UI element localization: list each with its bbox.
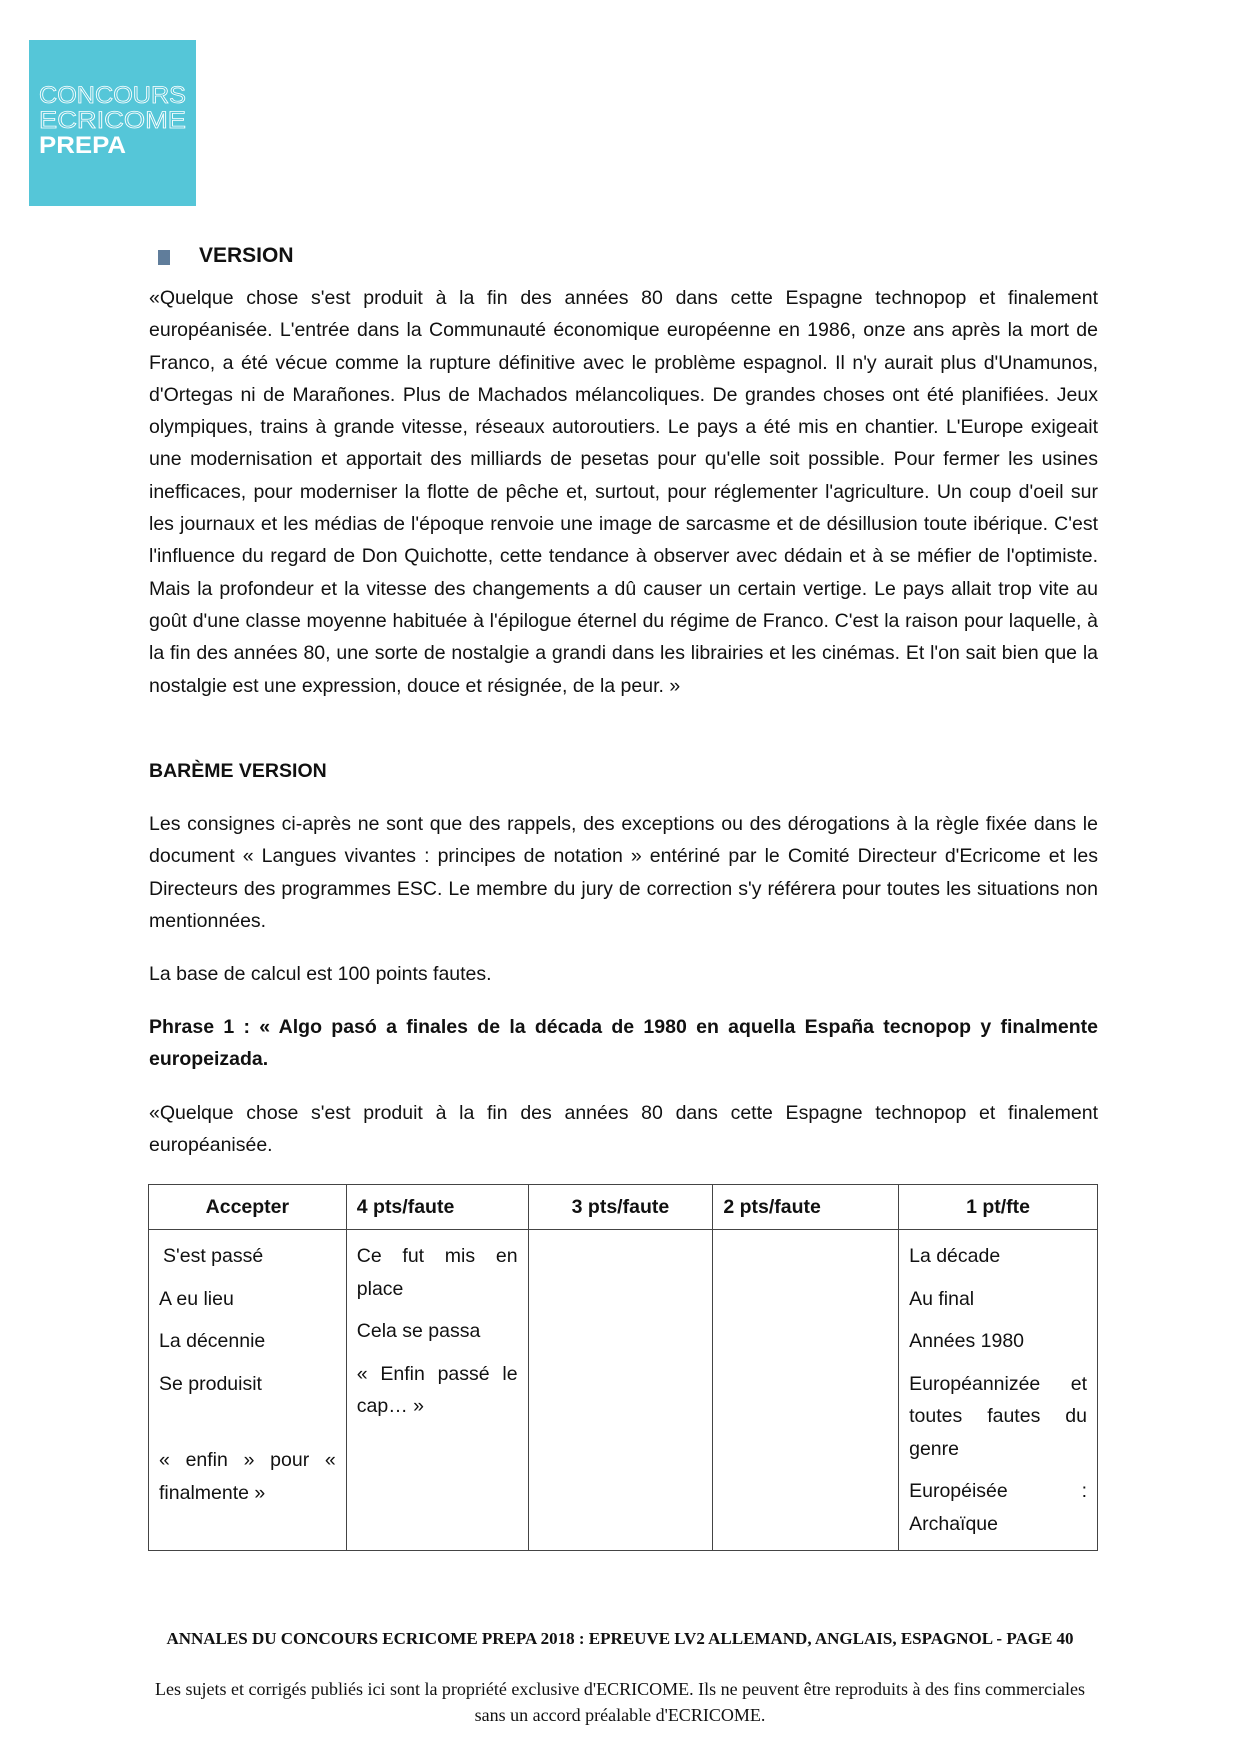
cell-4pts bbox=[346, 1230, 528, 1551]
table-item: La décade bbox=[909, 1245, 1001, 1267]
ecricome-logo bbox=[29, 40, 196, 206]
phrase1-french: «Quelque chose s'est produit à la fin des années 80 dans cette Espagne technopop et finalement européanisée. bbox=[149, 1102, 1098, 1157]
table-item: Européannizée et toutes fautes du genre bbox=[909, 1372, 1087, 1460]
footer-notice: Les sujets et corrigés publiés ici sont la propriété exclusive d'ECRICOME. Ils ne peuvent être reproduits à des fins commerciales sans un accord préalable d'ECRICOME. bbox=[155, 1679, 1085, 1725]
svg-text:CONCOURS: CONCOURS bbox=[39, 82, 186, 109]
footer-title: ANNALES DU CONCOURS ECRICOME PREPA 2018 : EPREUVE LV2 ALLEMAND, ANGLAIS, ESPAGNOL - PAGE 40 bbox=[166, 1629, 1074, 1648]
cell-3pts bbox=[528, 1230, 713, 1551]
cell-accepter bbox=[149, 1230, 347, 1551]
consignes-text: Les consignes ci-après ne sont que des rappels, des exceptions ou des dérogations à la règle fixée dans le document « Langues vivantes : principes de notation » entériné par le Comité Directeur d'Ecricome et les Directeurs des programmes ESC. Le membre du jury de correction s'y référera pour toutes les situations non mentionnées. bbox=[149, 813, 1098, 932]
header-3pts: 3 pts/faute bbox=[528, 1185, 713, 1230]
table-item: « Enfin passé le cap… » bbox=[356, 1362, 518, 1417]
version-text: «Quelque chose s'est produit à la fin des années 80 dans cette Espagne technopop et finalement européanisée. L'entrée dans la Communauté économique européenne en 1986, onze ans après la mort de Franco, a été vécue comme la rupture définitive avec le problème espagnol. Il n'y aurait plus d'Unamunos, d'Ortegas ni de Marañones. Plus de Machados mélancoliques. De grandes choses ont été planifiées. Jeux olympiques, trains à grande vitesse, réseaux autoroutiers. Le pays a été mis en chantier. L'Europe exigeait une modernisation et apportait des milliards de pesetas pour qu'elle soit possible. Pour fermer les usines inefficaces, pour moderniser la flotte de pêche et, surtout, pour réglementer l'agriculture. Un coup d'oeil sur les journaux et les médias de l'époque renvoie une image de sarcasme et de désillusion toute ibérique. C'est l'influence du regard de Don Quichotte, cette tendance à observer avec dédain et à se méfier de l'optimiste. Mais la profondeur et la vitesse des changements a dû causer un certain vertige. Le pays allait trop vite au goût d'une classe moyenne habituée à l'épilogue éternel du régime de Franco. C'est la raison pour laquelle, à la fin des années 80, une sorte de nostalgie a grandi dans les librairies et les cinémas. Et l'on sait bien que la nostalgie est une expression, douce et résignée, de la peur. » bbox=[149, 287, 1098, 697]
svg-text:ECRICOME: ECRICOME bbox=[39, 107, 186, 134]
bullet-square-icon bbox=[158, 250, 170, 265]
phrase1-spanish: Phrase 1 : « Algo pasó a finales de la década de 1980 en aquella España tecnopop y finalmente europeizada. bbox=[149, 1016, 1098, 1071]
cell-1pt bbox=[899, 1230, 1098, 1551]
base-text: La base de calcul est 100 points fautes. bbox=[149, 963, 492, 985]
grading-table bbox=[148, 1184, 1098, 1551]
table-item: La décennie bbox=[159, 1330, 266, 1352]
table-item: Ce fut mis en place bbox=[356, 1245, 518, 1300]
bareme-title: BARÈME VERSION bbox=[149, 760, 327, 782]
table-item: Au final bbox=[909, 1287, 975, 1310]
table-item: S'est passé bbox=[163, 1245, 264, 1267]
header-2pts: 2 pts/faute bbox=[713, 1185, 899, 1230]
header-4pts: 4 pts/faute bbox=[346, 1185, 528, 1230]
table-item: « enfin » pour « finalmente » bbox=[159, 1449, 336, 1504]
table-item: Se produisit bbox=[159, 1372, 262, 1395]
table-item: Années 1980 bbox=[909, 1330, 1025, 1352]
header-accepter: Accepter bbox=[149, 1185, 347, 1230]
cell-2pts bbox=[713, 1230, 899, 1551]
svg-text:PREPA: PREPA bbox=[39, 132, 126, 159]
table-item: Européisée : Archaïque bbox=[909, 1480, 1087, 1535]
header-1pt: 1 pt/fte bbox=[899, 1185, 1098, 1230]
table-item: Cela se passa bbox=[356, 1320, 481, 1342]
table-item: A eu lieu bbox=[159, 1287, 234, 1310]
section-title: VERSION bbox=[199, 244, 294, 267]
